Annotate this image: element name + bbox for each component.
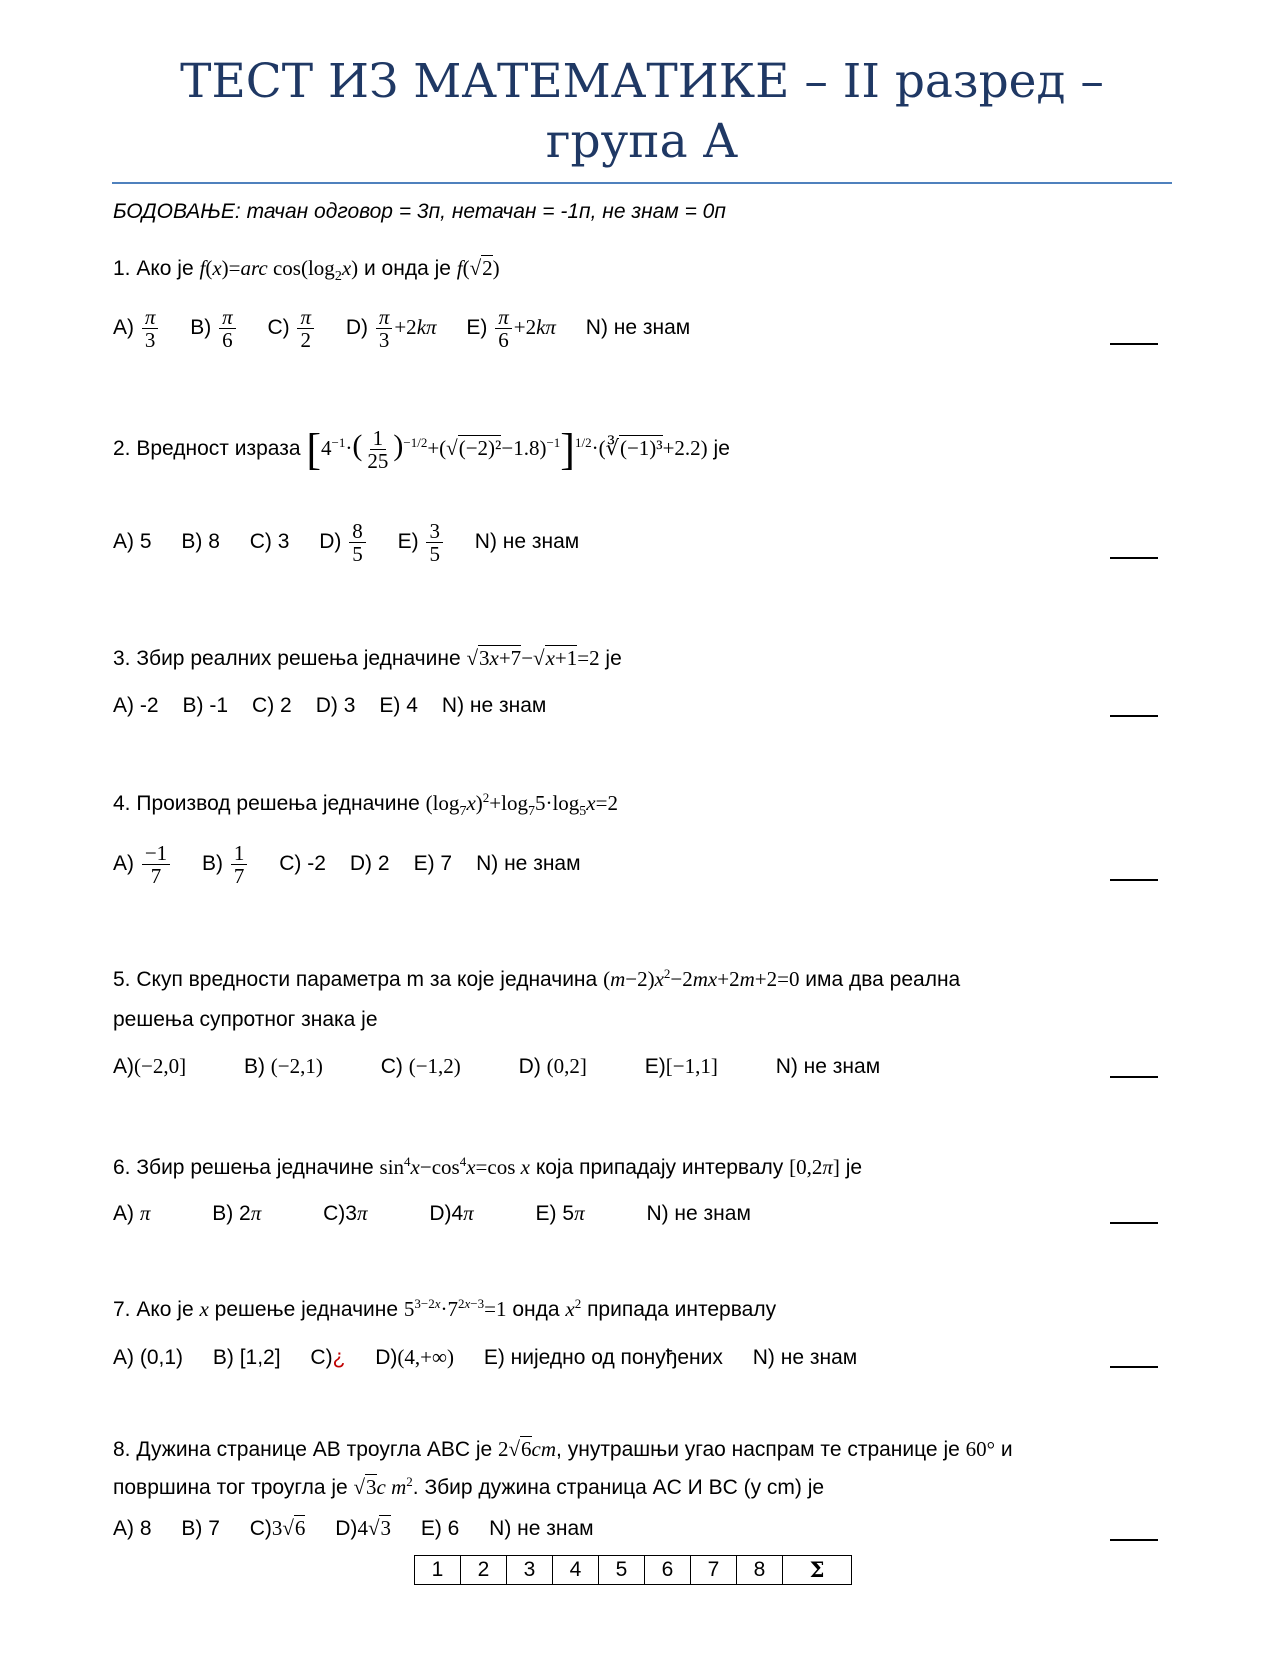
question-5: 5. Скуп вредности параметра m за које једначина $(m-2)x^2-2mx+2m+2=0$ има два реална [113, 966, 961, 991]
score-cell-3[interactable]: 3 [507, 1556, 553, 1585]
question-2: 2. Вредност израза [$4^{-1}\cdot$( $\frac{1}{25}$ )$^{-1/2}+(√(-2)^2-1.8)^{-1}]^{1/2}\cdot(∛(-1)^3+2.2)$ је [113, 425, 730, 474]
title-divider [112, 182, 1172, 184]
title-line-1: ТЕСТ ИЗ МАТЕМАТИКЕ – II разред – [180, 54, 1104, 109]
score-cell-8[interactable]: 8 [737, 1556, 783, 1585]
question-1: 1. Ако је f(x)=arc $\cos(\log_2x)$ и онда је f(√2) [113, 256, 500, 285]
question-6-options: A) π B) 2π C)3π D)4π E) 5π N) не знам [113, 1201, 751, 1225]
question-8-options: A) 8 B) 7 C)3√6 D)4√3 E) 6 N) не знам [113, 1516, 594, 1540]
answer-blank-6[interactable] [1110, 1222, 1158, 1224]
question-3: 3. Збир реалних решења једначине √3x+7−√x+1=2 је [113, 646, 622, 670]
score-cell-2[interactable]: 2 [461, 1556, 507, 1585]
question-8-line1: 8. Дужина странице AB троугла ABC је 2√6cm, унутрашњи угао наспрам те странице је 60° и [113, 1437, 1013, 1461]
question-1-options: A) $\frac{\pi}{3}$ B) $\frac{\pi}{6}$ C) $\frac{\pi}{2}$ D) $\frac{\pi}{3}$ +2kπ E) $\frac{\pi}{6}$ +2kπ N) не знам [113, 305, 691, 353]
score-cell-1[interactable]: 1 [415, 1556, 461, 1585]
page-title [110, 52, 1174, 172]
score-cell-7[interactable]: 7 [691, 1556, 737, 1585]
score-cell-4[interactable]: 4 [553, 1556, 599, 1585]
question-5-options: A)(−2,0] B) (−2,1) C) (−1,2) D) (0,2] E)[−1,1] N) не знам [113, 1054, 881, 1078]
answer-blank-8[interactable] [1110, 1539, 1158, 1541]
scoring-rules: БОДОВАЊЕ: тачан одговор = 3п, нетачан = -1п, не знам = 0п [113, 200, 726, 223]
answer-blank-7[interactable] [1110, 1366, 1158, 1368]
question-8-line2: површина тог троугла је √3c $m^2$. Збир дужина страница AC И BC (у cm) је [113, 1474, 825, 1499]
question-2-options: A) 5 B) 8 C) 3 D) $\frac{8}{5}$ E) $\frac{3}{5}$ N) не знам [113, 519, 580, 567]
score-table [414, 1555, 852, 1585]
q1-formula: f [199, 256, 206, 280]
score-cell-6[interactable]: 6 [645, 1556, 691, 1585]
question-7: 7. Ако је x решење једначине $5^{3-2x}\cdot 7^{2x-3}=1$ онда $x^2$ припада интервалу [113, 1296, 777, 1321]
answer-blank-4[interactable] [1110, 879, 1158, 881]
answer-blank-3[interactable] [1110, 715, 1158, 717]
answer-blank-5[interactable] [1110, 1076, 1158, 1078]
answer-blank-2[interactable] [1110, 557, 1158, 559]
question-5-line2: решења супротног знака је [113, 1008, 378, 1031]
answer-blank-1[interactable] [1110, 343, 1158, 345]
question-7-options: A) (0,1) B) [1,2] C)¿ D)(4,+∞) E) ниједно од понуђених N) не знам [113, 1345, 858, 1369]
score-cell-5[interactable]: 5 [599, 1556, 645, 1585]
question-6: 6. Збир решења једначине $\sin^4x-\cos^4x=\cos$ x која припадају интервалу [0,2π] је [113, 1154, 863, 1179]
question-3-options: A) -2 B) -1 C) 2 D) 3 E) 4 N) не знам [113, 694, 547, 717]
question-4: 4. Производ решења једначине $(\log_7x)^2+\log_75\cdot\log_5x=2$ [113, 790, 618, 820]
score-cell-total[interactable]: Σ [783, 1556, 852, 1585]
title-line-2: група А [545, 114, 739, 169]
question-4-options: A) $\frac{-1}{7}$ B) $\frac{1}{7}$ C) -2 D) 2 E) 7 N) не знам [113, 841, 581, 889]
